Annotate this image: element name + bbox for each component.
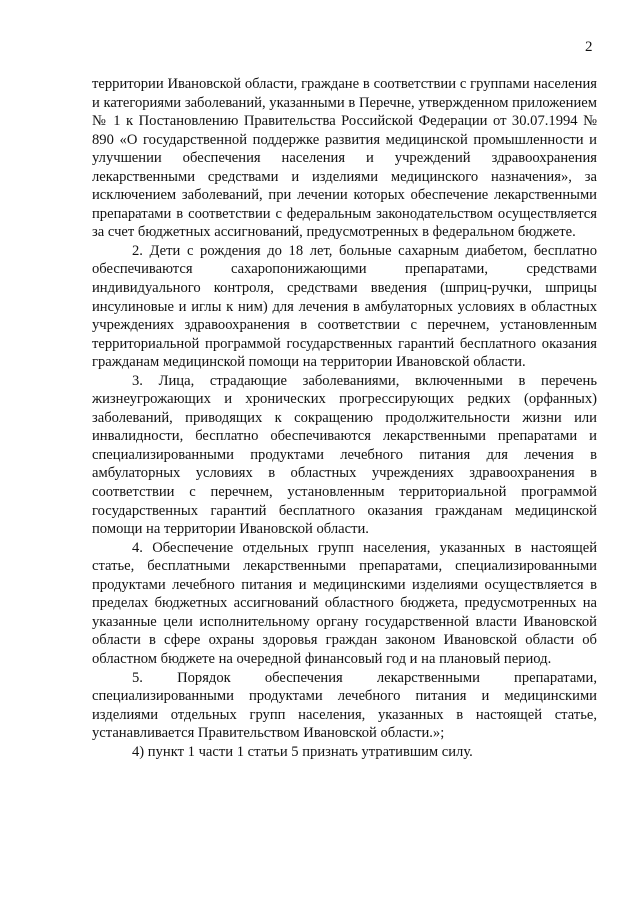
paragraph-item-5: 5. Порядок обеспечения лекарственными препаратами, специализированными продуктами лечебного питания и медицинскими изделиями отдельных групп населения, указанных в настоящей статье, устанавливается Правительством Ивановской области.»; [92,669,597,742]
paragraph-item-4: 4. Обеспечение отдельных групп населения, указанных в настоящей статье, бесплатными лекарственными препаратами, специализированными продуктами лечебного питания и медицинскими изделиями осуществляется в пределах бюджетных ассигнований областного бюджета, предусмотренных на указанные цели исполнительному органу государственной власти Ивановской области в сфере охраны здоровья граждан законом Ивановской области об областном бюджете на очередной финансовый год и на плановый период. [92,539,597,667]
document-body [92,75,597,761]
paragraph-amendment-4: 4) пункт 1 части 1 статьи 5 признать утратившим силу. [132,743,473,760]
paragraph-continuation: территории Ивановской области, граждане в соответствии с группами населения и категориями заболеваний, указанными в Перечне, утвержденном приложением № 1 к Постановлению Правительства Российской Федерации от 30.07.1994 № 890 «О государственной поддержке развития медицинской промышленности и улучшении обеспечения населения и учреждений здравоохранения лекарственными средствами и изделиями медицинского назначения», за исключением заболеваний, при лечении которых обеспечение лекарственными препаратами в соответствии с федеральным законодательством осуществляется за счет бюджетных ассигнований, предусмотренных в федеральном бюджете. [92,76,597,241]
page-number: 2 [585,39,593,55]
paragraph-item-3: 3. Лица, страдающие заболеваниями, включенными в перечень жизнеугрожающих и хронических прогрессирующих редких (орфанных) заболеваний, приводящих к сокращению продолжительности жизни или инвалидности, бесплатно обеспечиваются лекарственными препаратами и специализированными продуктами лечебного питания для лечения в амбулаторных условиях в областных учреждениях здравоохранения в соответствии с перечнем, установленным территориальной программой государственных гарантий бесплатного оказания гражданам медицинской помощи на территории Ивановской области. [92,372,597,538]
paragraph-item-2: 2. Дети с рождения до 18 лет, больные сахарным диабетом, бесплатно обеспечиваются сахаропонижающими препаратами, средствами индивидуального контроля, средствами введения (шприц-ручки, шприцы инсулиновые и иглы к ним) для лечения в амбулаторных условиях в областных учреждениях здравоохранения в соответствии с перечнем, установленным территориальной программой государственных гарантий бесплатного оказания гражданам медицинской помощи на территории Ивановской области. [92,242,597,371]
